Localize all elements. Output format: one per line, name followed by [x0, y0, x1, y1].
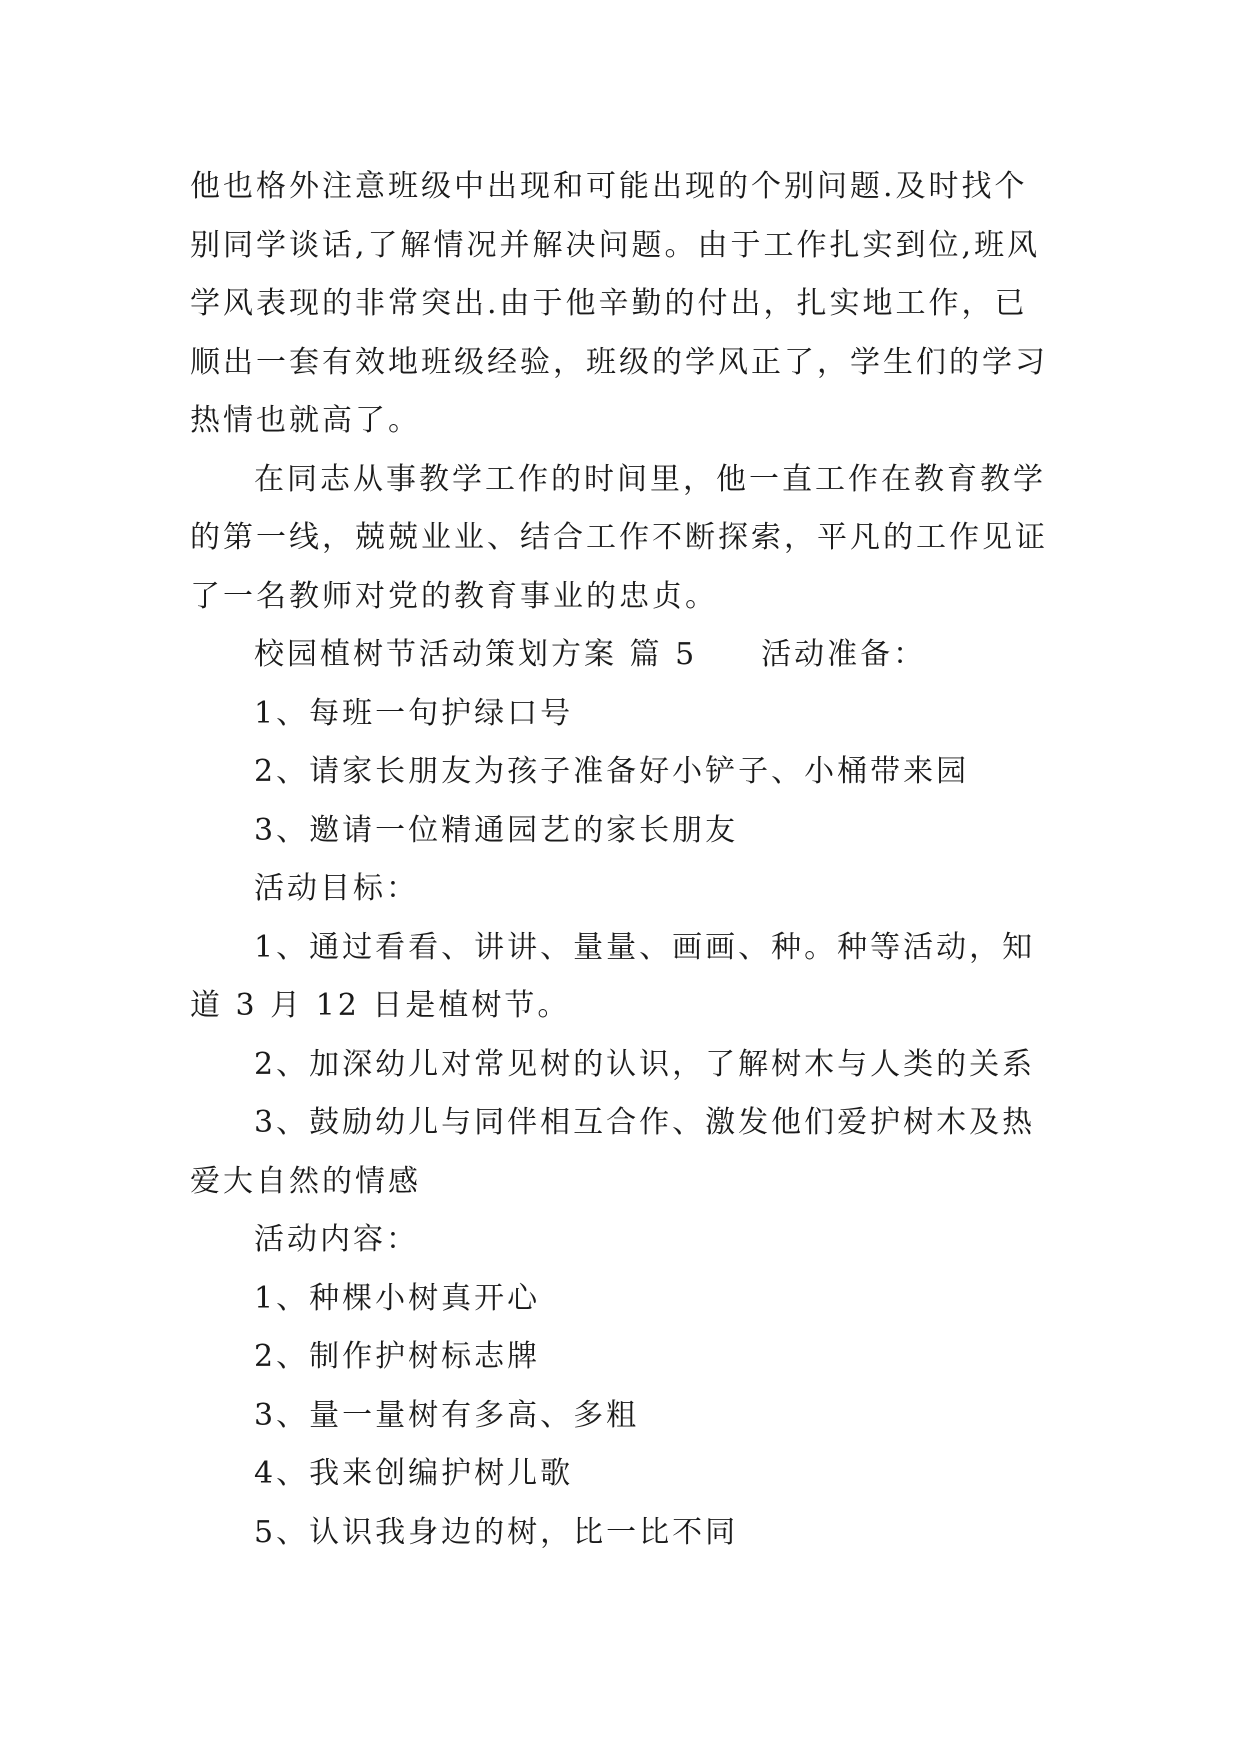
text-line: 的第一线，兢兢业业、结合工作不断探索，平凡的工作见证 — [190, 520, 1048, 555]
list-item: 1、种棵小树真开心 — [254, 1280, 541, 1316]
list-item-continuation: 爱大自然的情感 — [190, 1163, 421, 1199]
list-item-continuation: 道 3 月 12 日是植树节。 — [190, 988, 571, 1023]
list-item: 3、鼓励幼儿与同伴相互合作、激发他们爱护树木及热 — [254, 1105, 1036, 1140]
list-item: 1、每班一句护绿口号 — [254, 695, 574, 731]
list-item: 5、认识我身边的树，比一比不同 — [254, 1514, 739, 1550]
text-line: 了一名教师对党的教育事业的忠贞。 — [190, 578, 718, 614]
list-item: 3、量一量树有多高、多粗 — [254, 1397, 640, 1433]
text-line: 别同学谈话,了解情况并解决问题。由于工作扎实到位,班风 — [190, 227, 1041, 263]
list-item: 2、请家长朋友为孩子准备好小铲子、小桶带来园 — [254, 754, 970, 789]
text-line: 在同志从事教学工作的时间里，他一直工作在教育教学 — [254, 461, 1046, 497]
document-body — [190, 158, 1052, 1562]
section-title: 校园植树节活动策划方案 篇 5 — [254, 637, 698, 672]
list-item: 4、我来创编护树儿歌 — [254, 1456, 574, 1491]
list-item: 2、制作护树标志牌 — [254, 1339, 541, 1374]
goal-heading: 活动目标： — [254, 871, 419, 906]
list-item: 1、通过看看、讲讲、量量、画画、种。种等活动，知 — [254, 929, 1036, 965]
text-line: 热情也就高了。 — [190, 403, 421, 438]
list-item: 3、邀请一位精通园艺的家长朋友 — [254, 812, 739, 848]
prep-heading: 活动准备： — [761, 637, 927, 672]
content-heading: 活动内容： — [254, 1222, 419, 1257]
list-item: 2、加深幼儿对常见树的认识，了解树木与人类的关系 — [254, 1046, 1036, 1082]
text-line: 学风表现的非常突出.由于他辛勤的付出，扎实地工作，已 — [190, 286, 1028, 321]
text-line: 他也格外注意班级中出现和可能出现的个别问题.及时找个 — [190, 169, 1028, 204]
text-line: 顺出一套有效地班级经验，班级的学风正了，学生们的学习 — [190, 344, 1048, 380]
section-title-line — [190, 626, 1052, 685]
